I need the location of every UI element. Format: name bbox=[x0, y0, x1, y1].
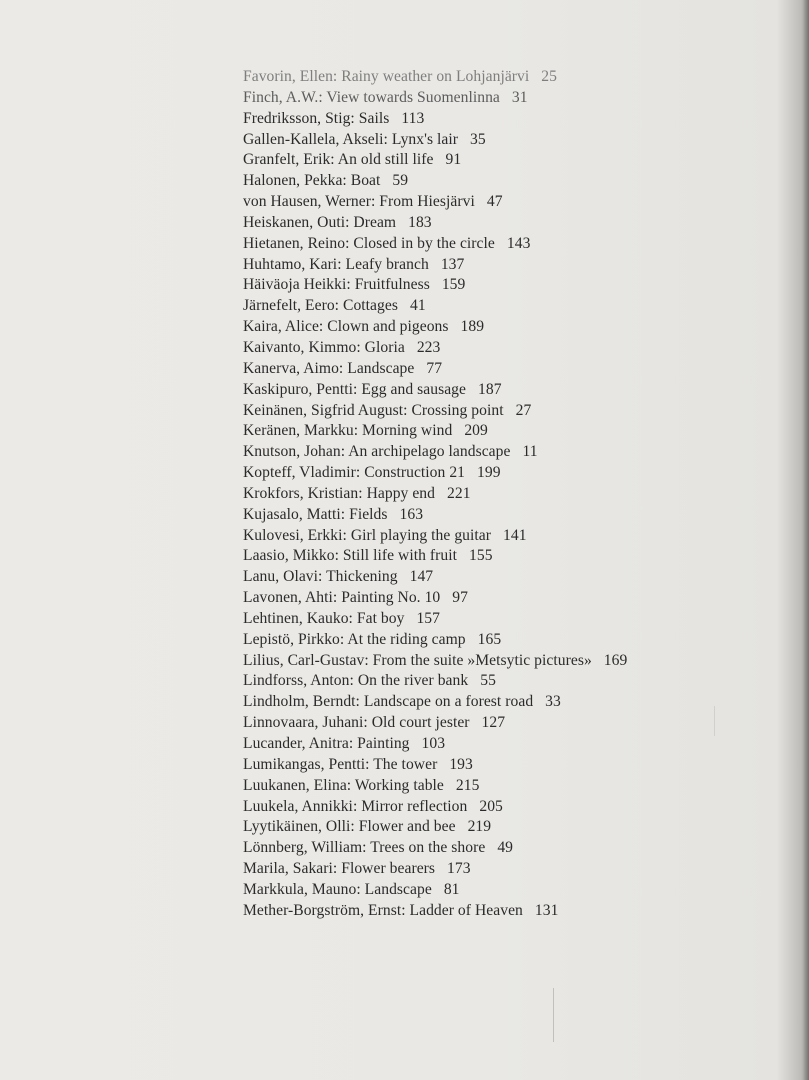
entry-page-number: 147 bbox=[409, 568, 434, 586]
index-entry bbox=[243, 130, 783, 151]
index-entry bbox=[243, 817, 783, 838]
entry-artist-title: Heiskanen, Outi: Dream bbox=[243, 213, 397, 231]
entry-page-number: 157 bbox=[416, 609, 440, 627]
entry-artist-title: Favorin, Ellen: Rainy weather on Lohjanjärvi bbox=[243, 68, 530, 85]
entry-artist-title: Kaira, Alice: Clown and pigeons bbox=[243, 318, 449, 336]
index-entry bbox=[243, 213, 783, 234]
entry-page-number: 155 bbox=[469, 547, 493, 565]
entry-page-number: 143 bbox=[506, 234, 531, 252]
index-entry bbox=[243, 505, 783, 526]
index-entry bbox=[243, 401, 783, 422]
entry-artist-title: Finch, A.W.: View towards Suomenlinna bbox=[243, 88, 500, 106]
index-entry bbox=[243, 859, 783, 880]
entry-artist-title: Linnovaara, Juhani: Old court jester bbox=[243, 714, 470, 732]
entry-page-number: 199 bbox=[477, 464, 501, 482]
entry-artist-title: Luukanen, Elina: Working table bbox=[243, 776, 444, 794]
entry-artist-title: Järnefelt, Eero: Cottages bbox=[243, 297, 398, 315]
entry-page-number: 187 bbox=[478, 380, 502, 398]
index-entry bbox=[243, 421, 783, 442]
index-entry bbox=[243, 838, 783, 859]
entry-page-number: 131 bbox=[534, 901, 559, 919]
index-entry bbox=[243, 338, 783, 359]
entry-page-number: 189 bbox=[460, 318, 485, 336]
entry-page-number: 41 bbox=[409, 297, 426, 315]
index-entry bbox=[243, 275, 783, 296]
entry-page-number: 81 bbox=[443, 880, 460, 898]
entry-artist-title: Gallen-Kallela, Akseli: Lynx's lair bbox=[243, 130, 459, 148]
index-entry bbox=[243, 609, 783, 630]
entry-artist-title: Lyytikäinen, Olli: Flower and bee bbox=[243, 818, 456, 836]
entry-artist-title: Kaivanto, Kimmo: Gloria bbox=[243, 338, 405, 356]
entry-artist-title: Lehtinen, Kauko: Fat boy bbox=[243, 609, 405, 627]
index-entry bbox=[243, 463, 783, 484]
entry-artist-title: Markkula, Mauno: Landscape bbox=[243, 880, 432, 898]
entry-artist-title: Lepistö, Pirkko: At the riding camp bbox=[243, 630, 466, 648]
entry-artist-title: Knutson, Johan: An archipelago landscape bbox=[243, 443, 511, 461]
index-entry bbox=[243, 109, 783, 130]
entry-page-number: 205 bbox=[479, 797, 503, 815]
entry-page-number: 27 bbox=[515, 401, 532, 419]
entry-page-number: 47 bbox=[486, 193, 503, 211]
entry-page-number: 35 bbox=[470, 130, 486, 148]
entry-page-number: 113 bbox=[401, 109, 425, 127]
index-entry bbox=[243, 255, 783, 276]
entry-artist-title: Marila, Sakari: Flower bearers bbox=[243, 860, 436, 878]
entry-artist-title: von Hausen, Werner: From Hiesjärvi bbox=[243, 193, 475, 211]
entry-page-number: 183 bbox=[408, 213, 432, 231]
entry-page-number: 103 bbox=[421, 735, 446, 752]
entry-artist-title: Luukela, Annikki: Mirror reflection bbox=[243, 797, 468, 815]
index-entry bbox=[243, 526, 783, 547]
index-entry bbox=[243, 380, 783, 401]
entry-page-number: 31 bbox=[511, 88, 528, 106]
entry-artist-title: Keränen, Markku: Morning wind bbox=[243, 422, 453, 440]
entry-artist-title: Hietanen, Reino: Closed in by the circle bbox=[243, 234, 495, 252]
index-entry bbox=[243, 671, 783, 692]
entry-artist-title: Lindforss, Anton: On the river bank bbox=[243, 672, 469, 690]
entry-page-number: 173 bbox=[447, 860, 471, 878]
index-entry bbox=[243, 901, 783, 922]
index-entry bbox=[243, 317, 783, 338]
entry-artist-title: Lavonen, Ahti: Painting No. 10 bbox=[243, 589, 441, 607]
entry-page-number: 209 bbox=[464, 422, 488, 440]
index-entry bbox=[243, 630, 783, 651]
paper-scratch bbox=[553, 988, 554, 1042]
entry-page-number: 97 bbox=[452, 589, 468, 607]
entry-page-number: 223 bbox=[416, 338, 441, 356]
entry-page-number: 215 bbox=[455, 776, 480, 794]
index-entry bbox=[243, 442, 783, 463]
entry-page-number: 25 bbox=[541, 68, 557, 85]
entry-page-number: 219 bbox=[467, 818, 492, 836]
index-entry bbox=[243, 880, 783, 901]
index-entry bbox=[243, 588, 783, 609]
entry-artist-title: Lanu, Olavi: Thickening bbox=[243, 568, 398, 586]
index-entry bbox=[243, 692, 783, 713]
entry-artist-title: Granfelt, Erik: An old still life bbox=[243, 151, 434, 169]
index-entry bbox=[243, 296, 783, 317]
entry-artist-title: Fredriksson, Stig: Sails bbox=[243, 109, 390, 127]
entry-artist-title: Kanerva, Aimo: Landscape bbox=[243, 359, 415, 377]
entry-artist-title: Halonen, Pekka: Boat bbox=[243, 172, 381, 190]
entry-page-number: 141 bbox=[503, 526, 527, 544]
entry-artist-title: Laasio, Mikko: Still life with fruit bbox=[243, 547, 458, 565]
index-entry bbox=[243, 651, 783, 672]
entry-page-number: 163 bbox=[399, 505, 424, 523]
index-entry bbox=[243, 713, 783, 734]
index-entry bbox=[243, 776, 783, 797]
index-entry bbox=[243, 88, 783, 109]
entry-artist-title: Lönnberg, William: Trees on the shore bbox=[243, 839, 486, 857]
entry-page-number: 137 bbox=[440, 255, 465, 273]
entry-artist-title: Kopteff, Vladimir: Construction 21 bbox=[243, 464, 466, 482]
index-entry bbox=[243, 797, 783, 818]
entry-artist-title: Lumikangas, Pentti: The tower bbox=[243, 755, 438, 773]
entry-artist-title: Mether-Borgström, Ernst: Ladder of Heaven bbox=[243, 901, 523, 919]
entry-artist-title: Lilius, Carl-Gustav: From the suite »Metsytic pictures» bbox=[243, 651, 592, 669]
index-entry bbox=[243, 734, 783, 755]
index-entry bbox=[243, 546, 783, 567]
entry-artist-title: Kulovesi, Erkki: Girl playing the guitar bbox=[243, 526, 491, 544]
entry-artist-title: Kaskipuro, Pentti: Egg and sausage bbox=[243, 380, 467, 398]
entry-artist-title: Kujasalo, Matti: Fields bbox=[243, 505, 388, 523]
entry-page-number: 127 bbox=[481, 714, 506, 732]
entry-page-number: 193 bbox=[449, 755, 473, 773]
entry-page-number: 77 bbox=[426, 359, 443, 377]
index-entry bbox=[243, 484, 783, 505]
index-entry bbox=[243, 359, 783, 380]
index-entry bbox=[243, 171, 783, 192]
entry-page-number: 55 bbox=[480, 672, 496, 690]
artist-index-list bbox=[243, 67, 783, 922]
entry-artist-title: Krokfors, Kristian: Happy end bbox=[243, 484, 436, 502]
entry-artist-title: Huhtamo, Kari: Leafy branch bbox=[243, 255, 429, 273]
page-edge-shadow bbox=[803, 0, 809, 1080]
entry-page-number: 159 bbox=[441, 276, 466, 294]
entry-artist-title: Lucander, Anitra: Painting bbox=[243, 735, 410, 752]
entry-page-number: 169 bbox=[603, 651, 628, 669]
entry-page-number: 33 bbox=[545, 693, 561, 711]
entry-page-number: 11 bbox=[522, 443, 538, 461]
index-entry bbox=[243, 67, 783, 88]
index-entry bbox=[243, 150, 783, 171]
index-entry bbox=[243, 192, 783, 213]
entry-page-number: 165 bbox=[477, 630, 502, 648]
entry-page-number: 59 bbox=[392, 172, 409, 190]
index-entry bbox=[243, 755, 783, 776]
entry-artist-title: Keinänen, Sigfrid August: Crossing point bbox=[243, 401, 504, 419]
index-entry bbox=[243, 567, 783, 588]
entry-page-number: 49 bbox=[497, 839, 514, 857]
entry-page-number: 221 bbox=[447, 484, 471, 502]
entry-page-number: 91 bbox=[445, 151, 462, 169]
index-entry bbox=[243, 234, 783, 255]
paper-scratch bbox=[714, 706, 715, 736]
entry-artist-title: Lindholm, Berndt: Landscape on a forest road bbox=[243, 693, 534, 711]
entry-artist-title: Häiväoja Heikki: Fruitfulness bbox=[243, 276, 430, 294]
